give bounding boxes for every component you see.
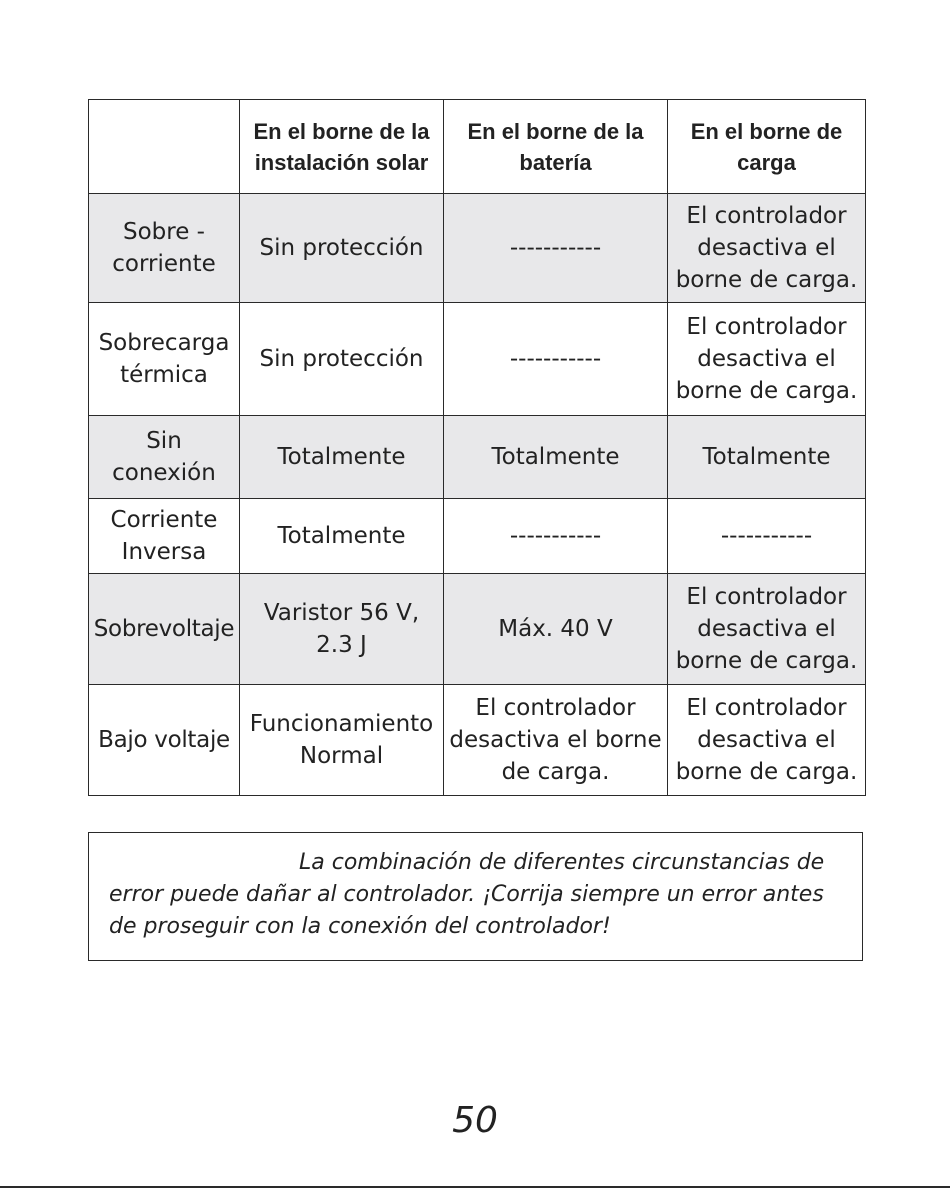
row-label: Sobrecarga térmica: [89, 303, 240, 416]
row-label: Bajo voltaje: [89, 685, 240, 796]
table-cell: Totalmente: [668, 416, 866, 499]
table-cell: Máx. 40 V: [444, 574, 668, 685]
table-row: [89, 574, 866, 685]
row-label: Corriente Inversa: [89, 499, 240, 574]
table-cell: El controlador desactiva el borne de carga.: [668, 194, 866, 303]
table-cell: Totalmente: [240, 499, 444, 574]
table-row: [89, 416, 866, 499]
table-cell: Sin protección: [240, 303, 444, 416]
table-row: [89, 303, 866, 416]
table-cell: -----------: [444, 194, 668, 303]
table-cell: Varistor 56 V, 2.3 J: [240, 574, 444, 685]
table-cell: -----------: [668, 499, 866, 574]
table-cell: Totalmente: [240, 416, 444, 499]
table-cell: El controlador desactiva el borne de carga.: [444, 685, 668, 796]
table-row: [89, 194, 866, 303]
protection-table: [88, 99, 866, 796]
table-cell: Funcionamiento Normal: [240, 685, 444, 796]
table-header-row: [89, 100, 866, 194]
table-cell: El controlador desactiva el borne de carga.: [668, 685, 866, 796]
header-battery-terminal: En el borne de la batería: [444, 100, 668, 194]
table-cell: Sin protección: [240, 194, 444, 303]
table-row: [89, 499, 866, 574]
table-cell: El controlador desactiva el borne de carga.: [668, 303, 866, 416]
bottom-rule: [0, 1186, 950, 1188]
table-row: [89, 685, 866, 796]
row-label: Sin conexión: [89, 416, 240, 499]
table-cell: -----------: [444, 303, 668, 416]
header-cell-empty: [89, 100, 240, 194]
header-solar-terminal: En el borne de la instalación solar: [240, 100, 444, 194]
table-cell: -----------: [444, 499, 668, 574]
page-number: 50: [452, 1100, 498, 1141]
table-cell: Totalmente: [444, 416, 668, 499]
row-label: Sobre -corriente: [89, 194, 240, 303]
warning-note-text: La combinación de diferentes circunstancias de error puede dañar al controlador. ¡Corrija siempre un error antes de proseguir con la conexión del controlador!: [109, 850, 825, 939]
header-load-terminal: En el borne de carga: [668, 100, 866, 194]
warning-note-box: [88, 832, 863, 961]
row-label: Sobrevoltaje: [89, 574, 240, 685]
table-cell: El controlador desactiva el borne de carga.: [668, 574, 866, 685]
